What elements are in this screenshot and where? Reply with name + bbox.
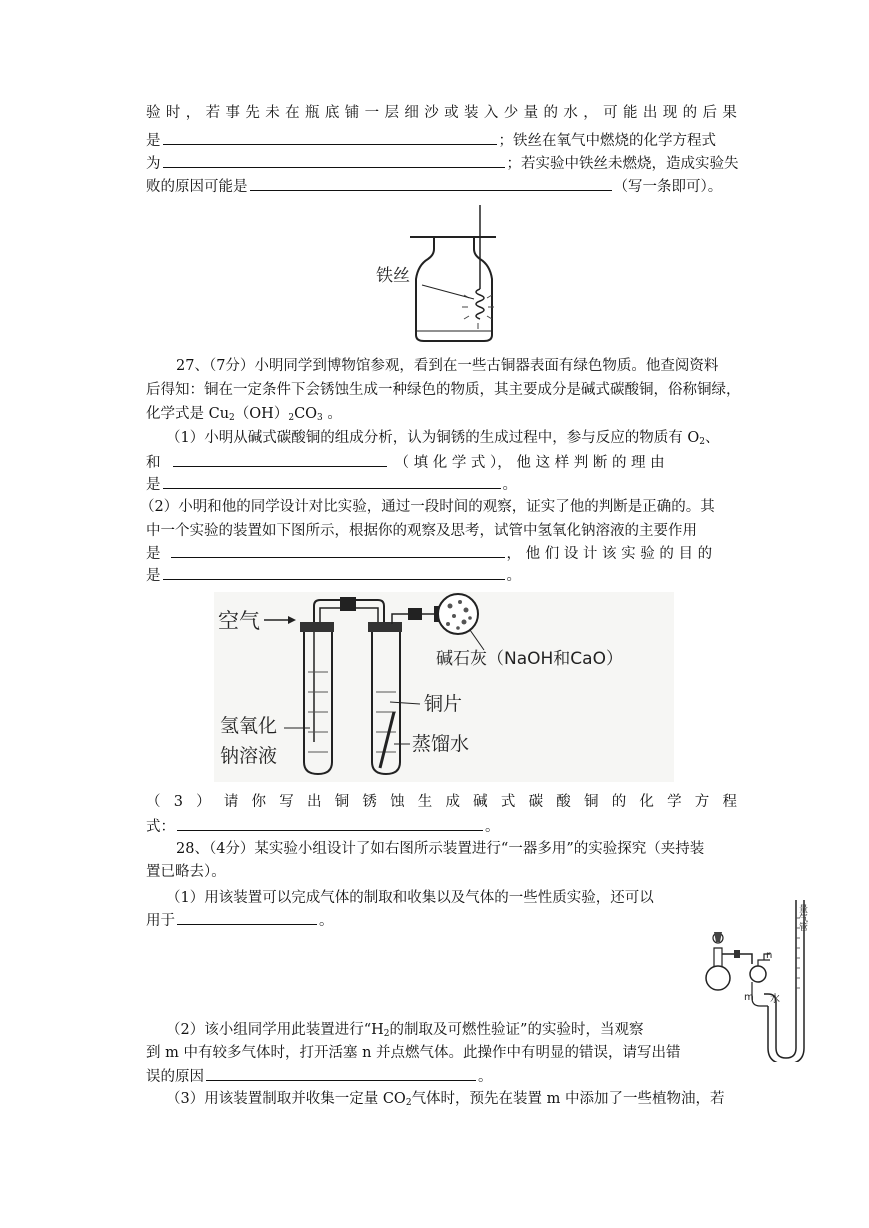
text-char: 水 — [563, 105, 578, 121]
q27-part2-line-2: 中一个实验的装置如下图所示，根据你的观察及思考，试管中氢氧化钠溶液的主要作用 — [146, 523, 697, 539]
text-char: 细 — [404, 105, 419, 121]
text-char: 你 — [251, 794, 267, 810]
text-char: 出 — [642, 105, 658, 121]
text-char: 式 — [500, 794, 516, 810]
q28-part1-line-2: 用于 。 — [146, 910, 334, 931]
iron-wire-label: 铁丝 — [376, 266, 410, 286]
answer-blank[interactable] — [250, 176, 612, 191]
text-char: 程 — [722, 794, 737, 810]
q28-part2-line-2: 到 m 中有较多气体时，打开活塞 n 并点燃气体。此操作中有明显的错误，请写出错 — [146, 1045, 681, 1061]
q26-line-1 — [146, 103, 737, 123]
q27-part2-line-1: （2）小明和他的同学设计对比实验，通过一段时间的观察，证实了他的判断是正确的。其 — [140, 499, 715, 515]
text-char: 酸 — [556, 794, 571, 810]
text-char: 层 — [384, 105, 399, 121]
text-char: 能 — [623, 105, 638, 121]
q27-line-1: 27、（7分）小明同学到博物馆参观，看到在一些古铜器表面有绿色物质。他查阅资料 — [176, 358, 719, 374]
text-char: 验 — [146, 105, 161, 121]
text-char: ） — [196, 794, 211, 810]
text-char: 装 — [464, 105, 479, 121]
q27-part3-line-1 — [146, 792, 737, 812]
text-char: 化 — [639, 794, 654, 810]
q27-part2-line-4: 是 。 — [146, 565, 521, 586]
q27-line-3: 化学式是 $Cu_2(OH)_2CO_3$ 。 — [146, 406, 342, 423]
text-char: 3 — [173, 794, 183, 810]
text-char: 或 — [444, 105, 459, 121]
answer-blank[interactable] — [177, 816, 483, 831]
text-char: 铜 — [583, 794, 599, 810]
text-char: ， — [185, 105, 201, 121]
text-char: 的 — [543, 105, 558, 121]
text-char: 未 — [265, 105, 280, 121]
answer-blank[interactable] — [163, 474, 501, 489]
copper-rust-apparatus-figure — [214, 592, 674, 782]
text-char: 若 — [205, 105, 221, 121]
text-char: 量 — [523, 105, 539, 121]
air-label: 空气 — [218, 609, 260, 633]
q27-part2-line-3: 是 ， 他 们 设 计 该 实 验 的 目 的 — [146, 543, 712, 564]
text-char: 入 — [483, 105, 499, 121]
q27-part3-line-2: 式： 。 — [146, 816, 500, 837]
text-char: 果 — [722, 105, 737, 121]
text-char: 铜 — [334, 794, 350, 810]
text-char: 在 — [285, 105, 300, 121]
soda-lime-label: 碱石灰（NaOH和CaO） — [436, 649, 623, 669]
q27-line-2: 后得知：铜在一定条件下会锈蚀生成一种绿色的物质，其主要成分是碱式碳酸铜，俗称铜绿， — [146, 382, 741, 398]
text-char: 少 — [503, 105, 519, 121]
text-char: 碳 — [528, 794, 544, 810]
text-char: （ — [146, 794, 161, 810]
text-char: 写 — [279, 794, 294, 810]
text-char: 方 — [694, 794, 710, 810]
distilled-water-label: 蒸馏水 — [412, 733, 470, 755]
q27-part1-line-2: 和 （ 填 化 学 式 ）， 他 这 样 判 断 的 理 由 — [146, 452, 737, 473]
text-char: 可 — [603, 105, 618, 121]
answer-blank[interactable] — [163, 130, 497, 145]
text-char: 成 — [445, 794, 460, 810]
q26-line-4: 败的原因可能是 （写一条即可）。 — [146, 176, 722, 197]
q27-part1-line-1: （1）小明从碱式碳酸铜的组成分析，认为铜锈的生成过程中，参与反应的物质有 $O_2$、 — [166, 430, 720, 447]
answer-blank[interactable] — [206, 1066, 476, 1081]
q28-part2-line-3: 误的原因 。 — [146, 1066, 493, 1087]
text-char: 碱 — [473, 794, 488, 810]
copper-sheet-label: 铜片 — [424, 693, 463, 715]
sodium-hydroxide-label-2: 钠溶液 — [220, 745, 278, 767]
text-char: 底 — [324, 105, 340, 121]
text-char: ， — [583, 105, 598, 121]
text-char: 先 — [245, 105, 260, 121]
text-char: 锈 — [362, 794, 377, 810]
text-char: 瓶 — [305, 105, 320, 121]
text-char: 请 — [223, 794, 239, 810]
q28-part1-line-1: （1）用该装置可以完成气体的制取和收集以及气体的一些性质实验，还可以 — [166, 890, 654, 906]
text-char: 铺 — [344, 105, 360, 121]
answer-blank[interactable] — [177, 910, 317, 925]
gas-apparatus-figure — [700, 898, 820, 1062]
answer-blank[interactable] — [173, 452, 387, 467]
text-char: 出 — [306, 794, 322, 810]
text-char: 一 — [364, 105, 380, 121]
gas-burette-label: 量气管 — [797, 904, 807, 931]
vessel-m-label: m — [744, 992, 754, 1003]
q28-line-2: 置已略去）。 — [146, 864, 226, 880]
text-char: 蚀 — [390, 794, 405, 810]
valve-n-label: n — [766, 950, 773, 961]
q28-part2-line-1: （2）该小组同学用此装置进行“$H_2$的制取及可燃性验证”的实验时，当观察 — [166, 1022, 644, 1039]
text-char: 事 — [225, 105, 240, 121]
q28-line-1: 28、（4分）某实验小组设计了如右图所示装置进行“一器多用”的实验探究（夹持装 — [176, 841, 705, 857]
water-label: 水 — [770, 994, 780, 1005]
text-char: 沙 — [424, 105, 439, 121]
text-char: 学 — [667, 794, 682, 810]
q27-part1-line-3: 是 。 — [146, 474, 517, 495]
text-char: 后 — [702, 105, 717, 121]
text-char: 现 — [662, 105, 678, 121]
iron-wire-jar-figure — [370, 203, 520, 346]
answer-blank[interactable] — [171, 543, 505, 558]
q28-part3-line-1: （3）用该装置制取并收集一定量 $CO_2$气体时，预先在装置 m 中添加了一些植物油，若 — [166, 1091, 725, 1108]
text-char: 的 — [682, 105, 698, 121]
text-char: 时 — [165, 105, 181, 121]
answer-blank[interactable] — [163, 565, 505, 580]
sodium-hydroxide-label-1: 氢氧化 — [220, 715, 278, 737]
q26-line-2: 是 ；铁丝在氧气中燃烧的化学方程式 — [146, 130, 716, 151]
text-char: 的 — [611, 794, 627, 810]
text-char: 生 — [417, 794, 433, 810]
answer-blank[interactable] — [163, 153, 505, 168]
q26-line-3: 为 ；若实验中铁丝未燃烧，造成实验失 — [146, 153, 739, 174]
